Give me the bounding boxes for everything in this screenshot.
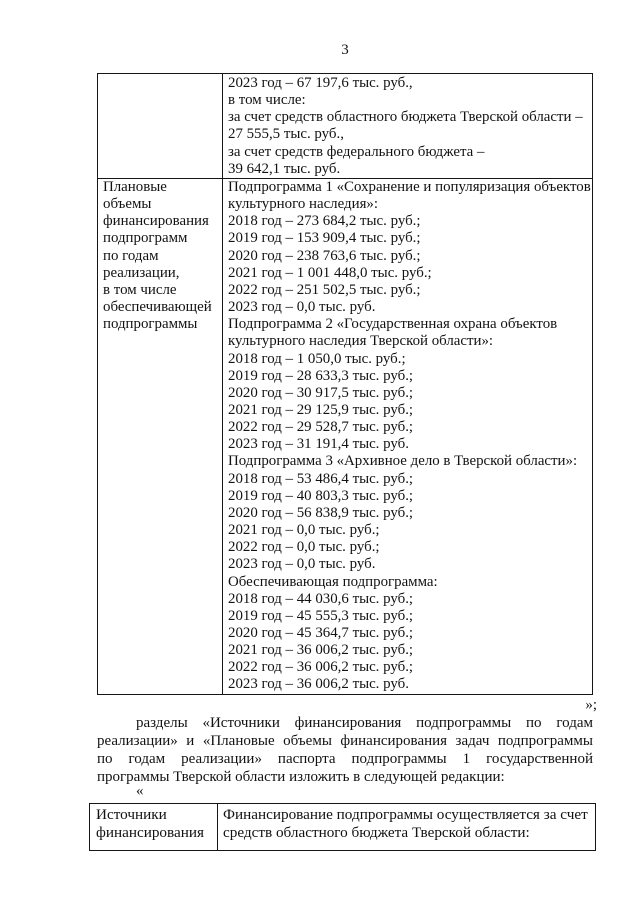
cell-text-line: 2019 год – 40 803,3 тыс. руб.; [228,487,414,504]
cell-text-line: 2021 год – 36 006,2 тыс. руб.; [228,642,414,659]
cell-text-line: в том числе [103,281,177,298]
table-row [98,74,592,179]
cell-text-line: 2019 год – 45 555,3 тыс. руб.; [228,607,414,624]
cell-text-line: средств областного бюджета Тверской области: [223,824,530,841]
passport-table [97,73,593,695]
cell-text-line: 2022 год – 0,0 тыс. руб.; [228,539,380,556]
sources-table [89,803,596,851]
cell-text-line: 2020 год – 45 364,7 тыс. руб.; [228,625,414,641]
table-cell-label [90,804,218,850]
table-cell-value [218,804,595,850]
cell-text-line: 2020 год – 56 838,9 тыс. руб.; [228,504,414,521]
cell-text-line: 27 555,5 тыс. руб., [228,126,344,143]
cell-text-line: 2019 год – 28 633,3 тыс. руб.; [228,367,414,384]
table-cell-value [223,74,592,178]
cell-text-line: 2023 год – 67 197,6 тыс. руб., [228,75,413,91]
table-row [98,179,592,694]
cell-text-line: за счет средств областного бюджета Тверской области – [228,109,583,126]
paragraph-line: по годам реализации» паспорта подпрограммы 1 государственной [97,751,593,767]
cell-text-line: 2022 год – 36 006,2 тыс. руб.; [228,659,414,676]
cell-text-line: 2022 год – 251 502,5 тыс. руб.; [228,281,421,298]
cell-text-line: 2023 год – 31 191,4 тыс. руб. [228,436,409,453]
cell-text-line: Источники [96,806,167,823]
table-row [90,804,595,850]
cell-text-line: по годам [103,247,159,264]
cell-text-line: 2020 год – 238 763,6 тыс. руб.; [228,247,421,264]
cell-text-line: 2018 год – 1 050,0 тыс. руб.; [228,350,406,367]
amendment-paragraph [97,714,593,786]
cell-text-line: 2021 год – 29 125,9 тыс. руб.; [228,401,414,418]
cell-text-line: подпрограмм [103,230,188,247]
cell-text-line: 2019 год – 153 909,4 тыс. руб.; [228,230,421,247]
cell-text-line: 2023 год – 0,0 тыс. руб. [228,556,376,573]
cell-text-line: подпрограммы [103,316,198,333]
table-cell-value [223,179,592,694]
cell-text-line: финансирования [96,824,204,841]
cell-text-line: 2023 год – 0,0 тыс. руб. [228,299,376,316]
cell-text-line: за счет средств федерального бюджета – [228,143,485,160]
cell-text-line: 2018 год – 53 486,4 тыс. руб.; [228,470,414,487]
paragraph-line: разделы «Источники финансирования подпрограммы по годам [136,715,593,731]
closing-quote: »; [585,697,597,713]
cell-text-line: объемы [103,196,152,213]
cell-text-line: финансирования [103,213,209,230]
cell-text-line: Подпрограмма 1 «Сохранение и популяризация объектов [228,178,591,195]
cell-text-line: 2018 год – 273 684,2 тыс. руб.; [228,213,421,230]
cell-text-line: Подпрограмма 3 «Архивное дело в Тверской области»: [228,453,578,470]
table-cell-label [98,179,223,694]
paragraph-line: программы Тверской области изложить в следующей редакции: [97,769,505,785]
cell-text-line: культурного наследия»: [228,196,378,213]
cell-text-line: в том числе: [228,92,306,109]
cell-text-line: реализации, [103,264,180,281]
table-cell-label [98,74,223,178]
cell-text-line: культурного наследия Тверской области»: [228,333,494,350]
cell-text-line: 2021 год – 1 001 448,0 тыс. руб.; [228,264,432,281]
cell-text-line: обеспечивающей [103,299,212,316]
cell-text-line: 2021 год – 0,0 тыс. руб.; [228,522,380,539]
cell-text-line: 2018 год – 44 030,6 тыс. руб.; [228,590,414,607]
cell-text-line: 39 642,1 тыс. руб. [228,160,341,177]
cell-text-line: 2022 год – 29 528,7 тыс. руб.; [228,419,414,436]
cell-text-line: 2023 год – 36 006,2 тыс. руб. [228,676,409,693]
cell-text-line: Плановые [103,178,167,195]
page-number: 3 [341,42,349,58]
cell-text-line: Обеспечивающая подпрограмма: [228,573,438,590]
paragraph-line: реализации» и «Плановые объемы финансирования задач подпрограммы [97,733,593,749]
opening-quote: « [136,783,144,799]
cell-text-line: Финансирование подпрограммы осуществляется за счет [223,806,588,823]
cell-text-line: Подпрограмма 2 «Государственная охрана объектов [228,316,558,333]
cell-text-line: 2020 год – 30 917,5 тыс. руб.; [228,384,414,401]
